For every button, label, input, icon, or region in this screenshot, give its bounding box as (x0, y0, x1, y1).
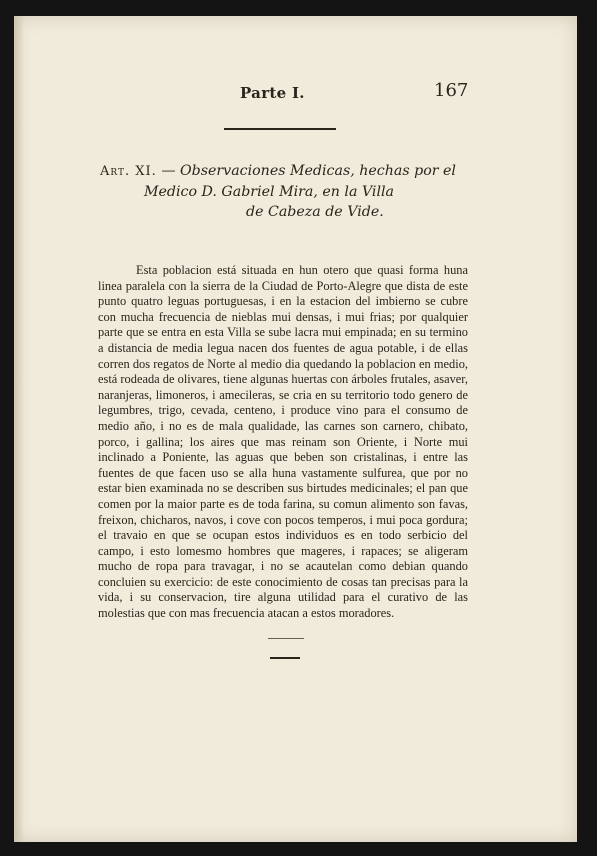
page-number: 167 (434, 80, 469, 101)
article-body: Esta poblacion está situada en hun otero que quasi forma huna linea paralela con la sierra de la Ciudad de Porto-Alegre que dista de este punto quatro leguas portuguesas, i en la estacion del imbierno se cubre con mucha frecuencia de nieblas mui densas, i mui frias; por qualquier parte que se entra en esta Villa se sube lacra mui empinada; en su termino a distancia de media legua nacen dos fuentes de agua potable, i de ellas corren dos regatos de Norte al medio dia quedando la poblacion en medio, está rodeada de olivares, tiene algunas huertas con árboles frutales, asaver, naranjeras, limoneros, i amecileras, se cria en su territorio todo genero de legumbres, trigo, cevada, centeno, i produce vino para el consumo de medio año, i no es de mala qualidade, las carnes son carnero, chibato, porco, i gallina; los aires que mas reinam son Oriente, i Norte mui inclinado a Poniente, las aguas que beben son cristalinas, i entre las fuentes de que facen uso se alla huna vastamente sulfurea, que por no estar bien examinada no se describen sus birtudes medicinales; el pan que comen por la maior parte es de toda farina, su comun alimento son favas, freixon, chicharos, navos, i cove con pocos temperos, i mui poca gordura; el travaio en que se ocupan estos individuos es en todo serbicio del campo, i esto lomesmo hombres que mageres, i rapaces; se aligeram mucho de ropa para travagar, i no se acautelan como debian quando concluien su exercicio: de este conocimiento de cosas tan precisas para la vida, i su conservacion, tire alguna utilidad para el curativo de las molestias que con mas frecuencia atacan a estos moradores. (98, 263, 468, 621)
end-ornament-lower (270, 657, 300, 659)
article-title-line-1 (100, 161, 470, 182)
article-title-text-1: — Observaciones Medicas, hechas por el (161, 163, 456, 179)
end-ornament-upper (268, 638, 304, 639)
page-gutter-shadow (14, 16, 24, 842)
article-title-line-2: Medico D. Gabriel Mira, en la Villa (144, 184, 395, 200)
article-title-line-3: de Cabeza de Vide. (246, 204, 384, 220)
book-page (14, 16, 577, 842)
article-title (100, 161, 470, 222)
header-rule (224, 128, 336, 130)
article-label: Art. XI. (100, 164, 157, 179)
running-title: Parte I. (240, 84, 305, 102)
